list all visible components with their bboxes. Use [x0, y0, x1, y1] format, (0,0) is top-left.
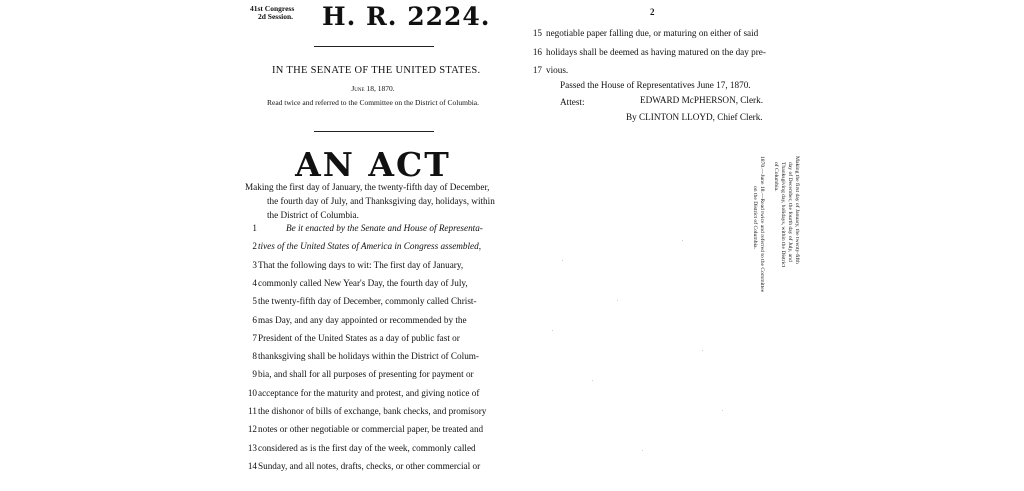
- line-number: 7: [252, 332, 257, 343]
- endorsement-line: day of December, the fourth day of July, and: [787, 162, 793, 262]
- endorsement-line: [765, 156, 772, 316]
- line-number: 2: [252, 241, 257, 252]
- line-text: bia, and shall for all purposes of presenting for payment or: [258, 369, 474, 380]
- endorsement-line: Thanksgiving day, holidays, within the District: [780, 162, 786, 268]
- line-number: 3: [252, 259, 257, 270]
- line-number: 9: [252, 369, 257, 380]
- line-number: 8: [252, 351, 257, 362]
- paper-speck: [592, 380, 593, 381]
- line-text: Sunday, and all notes, drafts, checks, or other commercial or: [258, 460, 481, 471]
- line-text: the twenty-fifth day of December, commonly called Christ-: [258, 296, 477, 307]
- docket-endorsement: [751, 156, 800, 316]
- congress-text: 41st Congress: [250, 4, 295, 13]
- line-number: 16: [532, 46, 542, 57]
- line-text: commonly called New Year's Day, the fourth day of July,: [258, 277, 468, 288]
- line-text: negotiable paper falling due, or maturing on either of said: [546, 28, 759, 38]
- divider-top: [314, 46, 434, 47]
- bill-page-one: [228, 0, 518, 491]
- bill-date: June 18, 1870.: [351, 84, 395, 93]
- line-text: tives of the United States of America in Congress assembled,: [258, 241, 482, 252]
- bill-number: H. R. 2224.: [322, 2, 491, 31]
- line-text: holidays shall be deemed as having matured on the day pre-: [546, 46, 766, 57]
- chief-clerk-signature: By CLINTON LLOYD, Chief Clerk.: [626, 112, 763, 122]
- referral-note: Read twice and referred to the Committee on the District of Columbia.: [266, 98, 480, 107]
- passed-statement: Passed the House of Representatives June 17, 1870.: [560, 80, 751, 90]
- line-text: vious.: [546, 65, 569, 75]
- act-summary: [245, 180, 513, 222]
- paper-speck: [722, 410, 723, 411]
- session-label: [250, 5, 294, 21]
- paper-speck: [642, 450, 643, 451]
- endorsement-line: 1870.—June 18.—Read twice and referred to the Committee: [759, 156, 765, 293]
- line-text: acceptance for the maturity and protest, and giving notice of: [258, 387, 480, 398]
- line-number: 14: [247, 460, 257, 471]
- endorsement-line: on the District of Columbia.: [752, 186, 758, 249]
- line-number: 12: [247, 424, 257, 435]
- line-number: 13: [247, 442, 257, 453]
- bill-page-two: [522, 0, 812, 491]
- endorsement-line: Making the first day of January, the twenty-fifth: [794, 156, 800, 264]
- attest-label: Attest:: [560, 97, 585, 107]
- line-text: That the following days to wit: The first day of January,: [258, 259, 464, 270]
- line-number: 4: [252, 277, 257, 288]
- line-number: 1: [252, 223, 257, 233]
- line-text: Be it enacted by the Senate and House of Representa-: [286, 223, 483, 233]
- paper-speck: [702, 350, 703, 351]
- endorsement-line: of Columbia.: [773, 162, 779, 192]
- line-number: 15: [532, 28, 542, 38]
- page-number: 2: [650, 7, 655, 17]
- line-text: considered as is the first day of the week, commonly called: [258, 442, 476, 453]
- session-text: 2d Session.: [258, 12, 294, 21]
- line-text: notes or other negotiable or commercial paper, be treated and: [258, 424, 484, 435]
- paper-speck: [617, 300, 618, 301]
- line-number: 10: [247, 387, 257, 398]
- summary-line: the fourth day of July, and Thanksgiving day, holidays, within: [267, 196, 495, 206]
- line-text: thanksgiving shall be holidays within the District of Colum-: [258, 351, 479, 362]
- paper-speck: [552, 330, 553, 331]
- summary-line: Making the first day of January, the twenty-fifth day of December,: [245, 182, 490, 192]
- summary-line: the District of Columbia.: [267, 210, 359, 220]
- line-number: 5: [252, 296, 257, 307]
- line-text: President of the United States as a day of public fast or: [258, 332, 460, 343]
- paper-speck: [562, 260, 563, 261]
- line-number: 17: [532, 65, 542, 75]
- line-number: 11: [248, 406, 257, 416]
- clerk-signature: EDWARD McPHERSON, Clerk.: [640, 95, 764, 105]
- divider-middle: [314, 131, 434, 132]
- act-heading: AN ACT: [295, 145, 451, 184]
- line-number: 6: [252, 314, 257, 325]
- line-text: the dishonor of bills of exchange, bank checks, and promisory: [258, 406, 487, 416]
- paper-speck: [682, 240, 683, 241]
- line-text: mas Day, and any day appointed or recommended by the: [258, 314, 467, 325]
- chamber-heading: IN THE SENATE OF THE UNITED STATES.: [272, 65, 481, 76]
